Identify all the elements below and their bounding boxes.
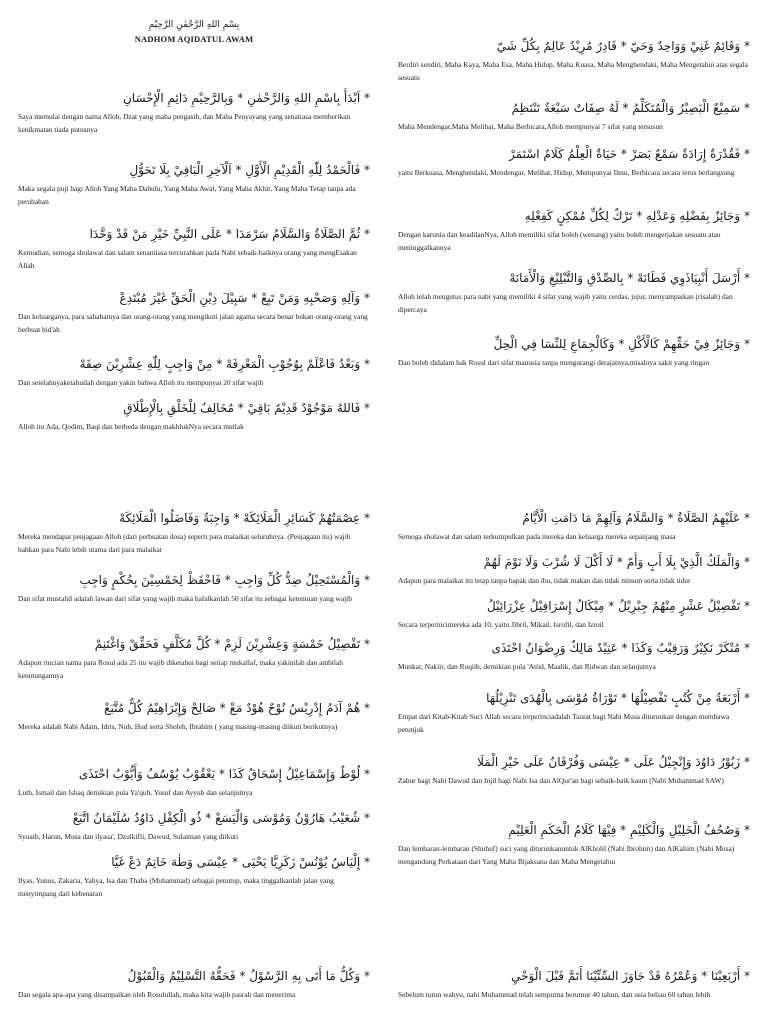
verse-item — [18, 808, 370, 852]
arabic-verse: * وَصُحُفُ الْخَلِيْلِ وَالْكَلِيْمِ * فِيْهَا كَلَامُ الْحَكَمِ الْعَلِيْمِ — [508, 823, 750, 837]
arabic-verse: * وَقَائِمٌ غَنِيْ وَوَاحِدٌ وَحَيّ * قَادِرٌ مُرِيْدٌ عَالِمٌ بِكُلِّ شَيّ — [496, 39, 750, 53]
arabic-verse: * تَفْصِيْلُ خَمْسَةٍ وَعِشْرِيْنَ لَزِمْ * كُلَّ مُكَلَّفٍ فَحَقِّقْ وَاغْتَنِمْ — [94, 637, 370, 651]
verse-item — [18, 160, 370, 224]
verse-item — [18, 398, 370, 438]
arabic-verse: * إِلْيَاسُ يُوْنُسْ زَكَرِيَّا يَحْيَى * عِيْسَى وَطٰهَ خَاتِمٌ دَعْ غَيَّا — [111, 855, 370, 869]
translation: Dan keluarganya, para sahabatnya dan orang-orang yang mengikuti jalan agama secara benar bukan orang-orang yang berbuat bid'ah — [18, 312, 368, 334]
translation: Semoga sholawat dan salam terkumpulkan pada mereka dan keluarga mereka sepanjang masa — [398, 532, 676, 541]
translation: Syuaib, Harun, Musa dan ilyasa', Dzulkifli, Dawud, Sulaiman yang diikuti — [18, 832, 239, 841]
verse-item — [18, 288, 370, 354]
verse-item — [398, 206, 750, 268]
arabic-verse: * ثُمَّ الصَّلَاةُ وَالسَّلَامُ سَرْمَدَا * عَلَى النَّبِيِّ خَيْرِ مَنْ قَدْ وَحَّدَا — [89, 227, 370, 241]
basmala: بِسْمِ اللهِ الرَّحْمٰنِ الرَّحِيْمِ — [148, 20, 240, 30]
verse-item — [18, 508, 370, 570]
verse-item — [398, 144, 750, 206]
translation: Ilyas, Yunus, Zakaria, Yahya, Isa dan Thaha (Muhammad) sebagai penutup, maka tinggalkanlah jalan yang menyimpang dari kebenaran — [18, 876, 334, 898]
translation: Adapun rincian nama para Rosul ada 25 itu wajib diketahui bagi setiap mukallaf, maka yakinilah dan ambilah keuntungannya — [18, 658, 343, 680]
translation: Alloh telah mengutus para nabi yang memiliki 4 sifat yang wajib yaitu cerdas, jujur, menyampaikan (risalah) dan dipercaya — [398, 292, 733, 314]
left-section-1 — [18, 88, 370, 438]
translation: Mereka adalah Nabi Adam, Idris, Nuh, Hud serta Sholeh, Ibrahim ( yang masing-masing diikuti berikutnya) — [18, 722, 338, 731]
translation: Maka segala puji bagi Alloh Yang Maha Dahulu, Yang Maha Awal, Yang Maha Akhir, Yang Maha Tetap tanpa ada perubahan — [18, 184, 356, 206]
arabic-verse: * سَمِيْعٌ الْبَصِيْرُ وَالْمُتَكَلِّمُ * لَهُ صِفَاتٌ سَبْعَةٌ تَنْتَظِمُ — [511, 101, 750, 115]
arabic-verse: * وَبَعْدُ فَاعْلَمْ بِوُجُوْبِ الْمَعْرِفَهْ * مِنْ وَاجِبٍ لِلّٰهِ عِشْرِيْنَ صِفَهْ — [79, 357, 370, 371]
arabic-verse: * أَرْبَعَةٌ مِنْ كُتُبٍ تَفْصِيْلُهَا * تَوْرَاةُ مُوْسَى بِالْهُدَى تَنْزِيْلُهَا — [486, 691, 750, 705]
arabic-verse: * شُعَيْبُ هَارُوْنُ وَمُوْسَى وَالْيَسَعْ * ذُو الْكِفْلِ دَاوُدُ سُلَيْمَانُ اتَّبَعْ — [72, 811, 370, 825]
arabic-verse: * وَجَائِزٌ بِفَضْلِهِ وَعَدْلِهِ * تَرْكٌ لِكُلِّ مُمْكِنٍ كَفِعْلِهِ — [524, 209, 750, 223]
translation: Munkar, Nakiir, dan Roqiib, demikian pula 'Atiid, Maalik, dan Ridwan dan selanjutnya — [398, 662, 656, 671]
translation: Dengan karunia dan keadilanNya, Alloh memiliki sifat boleh (wenang) yaitu boleh mengerjakan sesuatu atau meninggalkannya — [398, 230, 721, 252]
verse-item — [398, 508, 750, 552]
verse-item — [398, 752, 750, 820]
verse-item — [398, 268, 750, 334]
verse-item — [18, 698, 370, 764]
verse-item — [18, 88, 370, 160]
verse-item — [18, 570, 370, 634]
translation: yaitu Berkuasa, Menghendaki, Mendengar, Melihat, Hidup, Mempunyai Ilmu, Berbicara secara terus berlangsung — [398, 168, 735, 177]
arabic-verse: * أَرْسَلَ أَنْبِيَاذَوِي فَطَانَهْ * بِالصِّدْقِ وَالتَّبْلِيْغِ وَالْأَمَانَهْ — [509, 271, 750, 285]
arabic-verse: * اَبْدَأُ بِاسْمِ اللهِ وَالرَّحْمٰنِ * وَبِالرَّحِيْمِ دَائِمِ الْإِحْسَانِ — [122, 91, 370, 105]
verse-item — [398, 36, 750, 98]
verse-item — [18, 354, 370, 398]
arabic-verse: * هُمْ آدَمُ إِدْرِيْسُ نُوْحٌ هُوْدٌ مَعْ * صَالِحْ وَإِبْرَاهِيْمُ كُلٌّ مُتَّبَعْ — [104, 701, 370, 715]
arabic-verse: * فَقُدْرَةٌ إِرَادَةٌ سَمْعٌ بَصَرْ * حَيَاةٌ الْعِلْمُ كَلَامٌ اسْتَمَرْ — [509, 147, 750, 161]
translation: Dan segala apa-apa yang disampaikan oleh Rosulullah, maka kita wajib pasrah dan menerima — [18, 990, 296, 999]
arabic-verse: * وَالْمَلَكُ الَّذِيْ بِلَا أَبٍ وَأُمّ * لَا أَكْلَ لَا شُرْبَ وَلَا نَوْمَ لَهُمْ — [483, 555, 750, 569]
translation: Secara terperincimereka ada 10, yaitu Jibril, Mikail, Isrofil, dan Izroil — [398, 620, 604, 629]
verse-item — [18, 634, 370, 698]
arabic-verse: * تَفْصِيْلُ عَشْرٍ مِنْهُمُ جِبْرِيْلُ * مِيْكَالُ إِسْرَافِيْلُ عِزْرَائِيْلُ — [487, 599, 750, 613]
arabic-verse: * وَجَائِزٌ فِيْ حَقِّهِمْ كَالْأَكْلِ * وَكَالْجِمَاعِ لِلنِّسَا فِي الْحِلِّ — [493, 337, 750, 351]
translation: Zabur bagi Nabi Dawud dan Injil bagi Nabi Isa dan AlQur'an bagi sebaik-baik kaum (Nabi Muhammad SAW) — [398, 776, 724, 785]
arabic-verse: * أَرْبَعِيْنَا * وَعُمْرُهُ قَدْ جَاوَزَ السِّتِّيْنَا أَتَمَّ قَبْلَ الْوَحْيِ — [511, 969, 750, 983]
arabic-verse: * زَبُوْرُ دَاوُدَ وَإِنْجِيْلُ عَلَى * عِيْسَى وَفُرْقَانُ عَلَى خَيْرِ الْمَلَا — [477, 755, 750, 769]
arabic-verse: * وَكُلُّ مَا أَتَى بِهِ الرَّسُوْلُ * فَحَقُّهُ التَّسْلِيْمُ وَالْقَبُوْلُ — [127, 969, 370, 983]
arabic-verse: * وَالْمُسْتَحِيْلُ ضِدُّ كُلِّ وَاجِبِ * فَاحْفَظْ لِخَمْسِيْنَ بِحُكْمٍ وَاجِبِ — [79, 573, 370, 587]
left-column — [18, 18, 370, 54]
arabic-verse: * عِصْمَتُهُمْ كَسَائِرِ الْمَلَائِكَهْ * وَاجِبَةٌ وَفَاضَلُوا الْمَلَائِكَهْ — [119, 511, 370, 525]
translation: Berdiri sendiri, Maha Kaya, Maha Esa, Maha Hidup, Maha Kuasa, Maha Menghendaki, Maha Mengetahui atas segala sesuatu — [398, 60, 748, 82]
verse-item — [398, 334, 750, 394]
arabic-verse: * فَاللهُ مَوْجُوْدٌ قَدِيْمٌ بَاقِيْ * مُخَالِفٌ لِلْخَلْقِ بِالْإِطْلَاقِ — [123, 401, 370, 415]
arabic-verse: * وَآلِهِ وَصَحْبِهِ وَمَنْ تَبِعْ * سَبِيْلَ دِيْنِ الْحَقِّ غَيْرَ مُبْتَدِعْ — [119, 291, 370, 305]
verse-item — [18, 966, 370, 1001]
translation: Alloh itu Ada, Qodim, Baqi dan berbeda dengan makhlukNya secara mutlak — [18, 422, 244, 431]
arabic-verse: * عَلَيْهِمُ الصَّلَاةُ * وَالسَّلَامُ وَآلِهِمْ مَا دَامَتِ الْأَيَّامُ — [522, 511, 750, 525]
translation: Dan lembaran-lembaran (Shuhuf) suci yang diturunkanuntuk AlKholil (Nabi Ibrohim) dan AlKaliim (Nabi Musa) mengandung Perkataan dari Yang Maha Bijaksana dan Maha Mengetahui — [398, 844, 735, 866]
left-section-3 — [18, 966, 370, 1001]
verse-item — [18, 852, 370, 912]
translation: Mereka mendapat penjagaan Alloh (dari perbuatan dosa) seperti para malaikat seluruhnya. (Penjagaan itu) wajib bahkan para Nabi lebih utama dari para malaikat — [18, 532, 351, 554]
translation: Empat dari Kitab-Kitab Suci Allah secara terperinciadalah Taurat bagi Nabi Musa diturunkan dengan membawa petunjuk — [398, 712, 730, 734]
arabic-verse: * فَالْحَمْدُ لِلّٰهِ الْقَدِيْمِ الْأَوَّلِ * اَلْآخِرِ الْبَاقِيْ بِلَا تَحَوُّلِ — [129, 163, 370, 177]
verse-item — [398, 98, 750, 144]
verse-item — [398, 596, 750, 638]
translation: Adapun para malaikat itu tetap tanpa bapak dan ibu, tidak makan dan tidak minum serta tidak tidur — [398, 576, 691, 585]
arabic-verse: * لُوْطٌ وَإِسْمَاعِيْلُ إِسْحَاقُ كَذَا * يَعْقُوْبُ يُوْسُفُ وَأَيُّوْبُ احْتَذَى — [78, 767, 370, 781]
verse-item — [398, 966, 750, 1001]
left-section-2 — [18, 508, 370, 912]
translation: Maha Mendengar,Maha Melihat, Maha Berbicara,Alloh mempunyai 7 sifat yang tersusun — [398, 122, 663, 131]
right-section-2 — [398, 508, 750, 880]
arabic-verse: * مُنْكَرْ نَكِيْرٌ وَرَقِيْبٌ وَكَذَا * عَتِيْدٌ مَالِكٌ وَرِضْوَانُ احْتَذَى — [491, 641, 750, 655]
translation: Kemudian, semoga sholawat dan salam senantiasa tercurahkan pada Nabi sebaik-baiknya orang yang mengEsakan Allah — [18, 248, 357, 270]
verse-item — [398, 820, 750, 880]
translation: Saya memulai dengan nama Alloh, Dzat yang maha pengasih, dan Maha Penyayang yang senatiasa memberikan kenikmatan tiada putusnya — [18, 112, 351, 134]
translation: Dan sifat mustahil adalah lawan dari sifat yang wajib maka hafalkanlah 50 sifat itu sebagai ketentuan yang wajib — [18, 594, 352, 603]
verse-item — [398, 552, 750, 596]
page-title: NADHOM AQIDATUL AWAM — [134, 34, 254, 44]
verse-item — [18, 764, 370, 808]
translation: Sebelum turun wahyu, nabi Muhammad telah sempurna berumur 40 tahun, dan usia beliau 60 tahun lebih — [398, 990, 711, 999]
translation: Luth, Ismail dan Ishaq demikian pula Ya'qub, Yusuf dan Ayyub dan selanjutnya — [18, 788, 253, 797]
verse-item — [398, 638, 750, 688]
right-section-3 — [398, 966, 750, 1001]
right-section-1 — [398, 36, 750, 394]
translation: Dan boleh didalam hak Rosul dari sifat manusia tanpa mengurangi derajatnya,misalnya sakit yang ringan — [398, 358, 710, 367]
verse-item — [398, 688, 750, 752]
translation: Dan setelahnyaketahuilah dengan yakin bahwa Alloh itu mempunyai 20 sifat wajib — [18, 378, 264, 387]
verse-item — [18, 224, 370, 288]
